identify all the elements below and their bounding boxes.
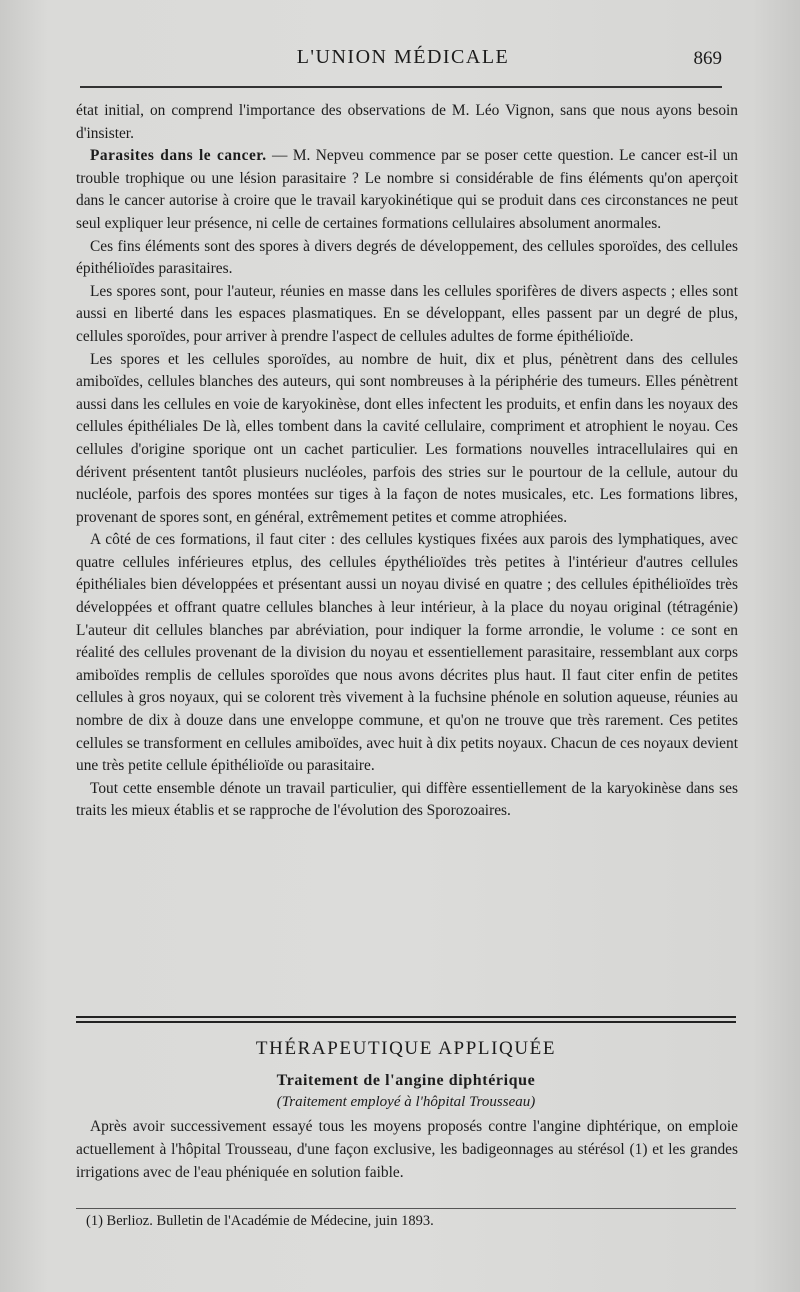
paragraph-5: Les spores et les cellules sporoïdes, au nombre de huit, dix et plus, pénètrent dans des cellules amiboïdes, cellules blanches des auteurs, qui sont nombreuses à la périphérie des tumeurs. Elles pénètrent aussi dans les cellules en voie de karyokinèse, dont elles infectent les produits, et enfin dans les noyaux des cellules épithéliales De là, elles tombent dans la cavité cellulaire, compriment et atrophient le noyau. Ces cellules d'origine sporique ont un cachet particulier. Les formations nouvelles intracellulaires qui en dérivent présentent tantôt plusieurs nucléoles, parfois des stries sur le pourtour de la cellule, autour du nucléole, parfois des spores montées sur tiges à la façon de notes musicales, etc. Les formations libres, provenant de spores sont, en général, extrêmement petites et comme atrophiées. bbox=[76, 350, 738, 526]
footnote: (1) Berlioz. Bulletin de l'Académie de Médecine, juin 1893. bbox=[86, 1213, 434, 1229]
section-title: THÉRAPEUTIQUE APPLIQUÉE bbox=[255, 1038, 557, 1059]
paragraph-1: état initial, on comprend l'importance des observations de M. Léo Vignon, sans que nous ayons besoin d'insister. bbox=[76, 102, 738, 142]
paragraph-6: A côté de ces formations, il faut citer : des cellules kystiques fixées aux parois des lymphatiques, avec quatre cellules inférieures etplus, des cellules épythélioïdes très petites à l'intérieur d'autres cellules épithéliales bien développées et présentant aussi un noyau divisé en quatre ; des cellules épithélioïdes très développées et offrant quatre cellules blanches à leur intérieur, à la place du noyau original (tétragénie) L'auteur dit cellules blanches par abréviation, pour indiquer la forme arrondie, le volume : ce sont en réalité des cellules provenant de la division du noyau et essentiellement parasitaire, ressemblant aux corps amiboïdes remplis de cellules sporoïdes que nous avons décrites plus haut. Il faut citer enfin de petites cellules à gros noyaux, qui se colorent très vivement à la fuchsine phénole en solution aqueuse, réunies au nombre de dix à douze dans une enveloppe commune, et qu'on ne trouve que très rarement. Ces petites cellules se transforment en cellules amiboïdes, avec huit à dix petits noyaux. Chacun de ces noyaux devient une très petite cellule épithélioïde ou parasitaire. bbox=[76, 531, 738, 775]
subsection-title: Traitement de l'angine diphtérique bbox=[276, 1072, 536, 1089]
subsection-note: (Traitement employé à l'hôpital Trousseau) bbox=[276, 1094, 536, 1110]
section-text bbox=[76, 1115, 738, 1184]
section-paragraph-1: Après avoir successivement essayé tous les moyens proposés contre l'angine diphtérique, on emploie actuellement à l'hôpital Trousseau, d'une façon exclusive, les badigeonnages au stérésol (1) et les grandes irrigations avec de l'eau phéniquée en solution faible. bbox=[76, 1118, 738, 1181]
paragraph-2-text: — M. Nepveu commence par se poser cette question. Le cancer est-il un trouble trophique ou une lésion parasitaire ? Le nombre si considérable de fins éléments qu'on aperçoit dans le cancer autorise à croire que le travail karyokinétique qui se produit dans ces circonstances ne peut seul expliquer leur présence, ni celle de certaines formations cellulaires absolument anormales. bbox=[76, 147, 738, 232]
paragraph-2-heading: Parasites dans le cancer. bbox=[90, 147, 267, 165]
paragraph-7: Tout cette ensemble dénote un travail particulier, qui diffère essentiellement de la karyokinèse dans ses traits les mieux établis et se rapproche de l'évolution des Sporozoaires. bbox=[76, 779, 738, 820]
page-number: 869 bbox=[693, 48, 722, 69]
main-text bbox=[76, 100, 738, 823]
section-divider bbox=[76, 1016, 736, 1023]
footnote-rule bbox=[76, 1208, 736, 1209]
paragraph-2 bbox=[76, 145, 738, 235]
header-rule bbox=[80, 86, 722, 88]
running-title: L'UNION MÉDICALE bbox=[296, 46, 510, 68]
paragraph-4: Les spores sont, pour l'auteur, réunies en masse dans les cellules sporifères de divers aspects ; elles sont aussi en liberté dans les espaces plasmatiques. En se développant, elles passent par un degré de plus, cellules sporoïdes, pour arriver à prendre l'aspect de cellules adultes de forme épithélioïde. bbox=[76, 282, 738, 345]
running-head bbox=[78, 44, 728, 74]
paragraph-3: Ces fins éléments sont des spores à divers degrés de développement, des cellules sporoïdes, des cellules épithélioïdes parasitaires. bbox=[76, 237, 738, 278]
